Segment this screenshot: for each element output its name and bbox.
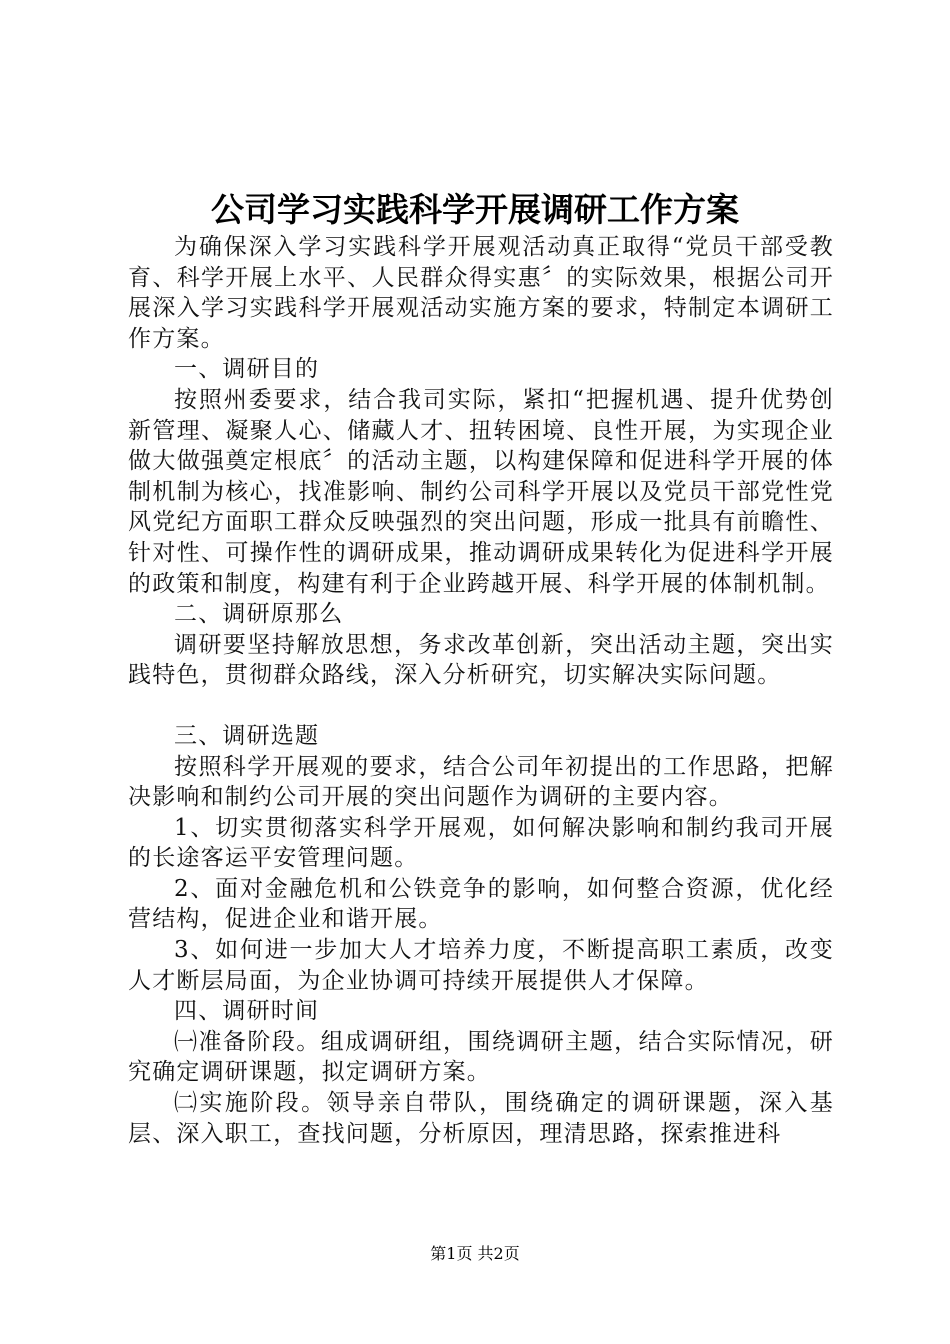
- topic-item-1: 1、切实贯彻落实科学开展观，如何解决影响和制约我司开展的长途客运平安管理问题。: [128, 814, 834, 872]
- section-heading-schedule: 四、调研时间: [174, 998, 320, 1025]
- principles-paragraph: 调研要坚持解放思想，务求改革创新，突出活动主题，突出实践特色，贯彻群众路线，深入分析研究，切实解决实际问题。: [128, 631, 834, 689]
- topic-item-2: 2、面对金融危机和公铁竞争的影响，如何整合资源，优化经营结构，促进企业和谐开展。: [128, 875, 834, 933]
- section-heading-purpose: 一、调研目的: [174, 356, 320, 383]
- section-heading-principles: 二、调研原那么: [174, 601, 344, 628]
- topics-paragraph: 按照科学开展观的要求，结合公司年初提出的工作思路，把解决影响和制约公司开展的突出问题作为调研的主要内容。: [128, 753, 834, 811]
- purpose-paragraph: 按照州委要求，结合我司实际，紧扣“把握机遇、提升优势创新管理、凝聚人心、储藏人才、扭转困境、良性开展，为实现企业做大做强奠定根底〞的活动主题，以构建保障和促进科学开展的体制机制为核心，找准影响、制约公司科学开展以及党员干部党性党风党纪方面职工群众反映强烈的突出问题，形成一批具有前瞻性、针对性、可操作性的调研成果，推动调研成果转化为促进科学开展的政策和制度，构建有利于企业跨越开展、科学开展的体制机制。: [128, 386, 834, 597]
- page-number: 第1页 共2页: [430, 1244, 520, 1263]
- document-body: [128, 232, 834, 1149]
- section-heading-topics: 三、调研选题: [174, 722, 320, 749]
- schedule-stage-2: ㈡实施阶段。领导亲自带队，围绕确定的调研课题，深入基层、深入职工，查找问题，分析原因，理清思路，探索推进科: [128, 1090, 834, 1147]
- schedule-stage-1: ㈠准备阶段。组成调研组，围绕调研主题，结合实际情况，研究确定调研课题，拟定调研方案。: [128, 1028, 834, 1086]
- topic-item-3: 3、如何进一步加大人才培养力度，不断提高职工素质，改变人才断层局面，为企业协调可持续开展提供人才保障。: [128, 937, 834, 994]
- intro-paragraph: 为确保深入学习实践科学开展观活动真正取得“党员干部受教育、科学开展上水平、人民群众得实惠〞的实际效果，根据公司开展深入学习实践科学开展观活动实施方案的要求，特制定本调研工作方案。: [128, 234, 834, 352]
- document-title: 公司学习实践科学开展调研工作方案: [211, 190, 739, 229]
